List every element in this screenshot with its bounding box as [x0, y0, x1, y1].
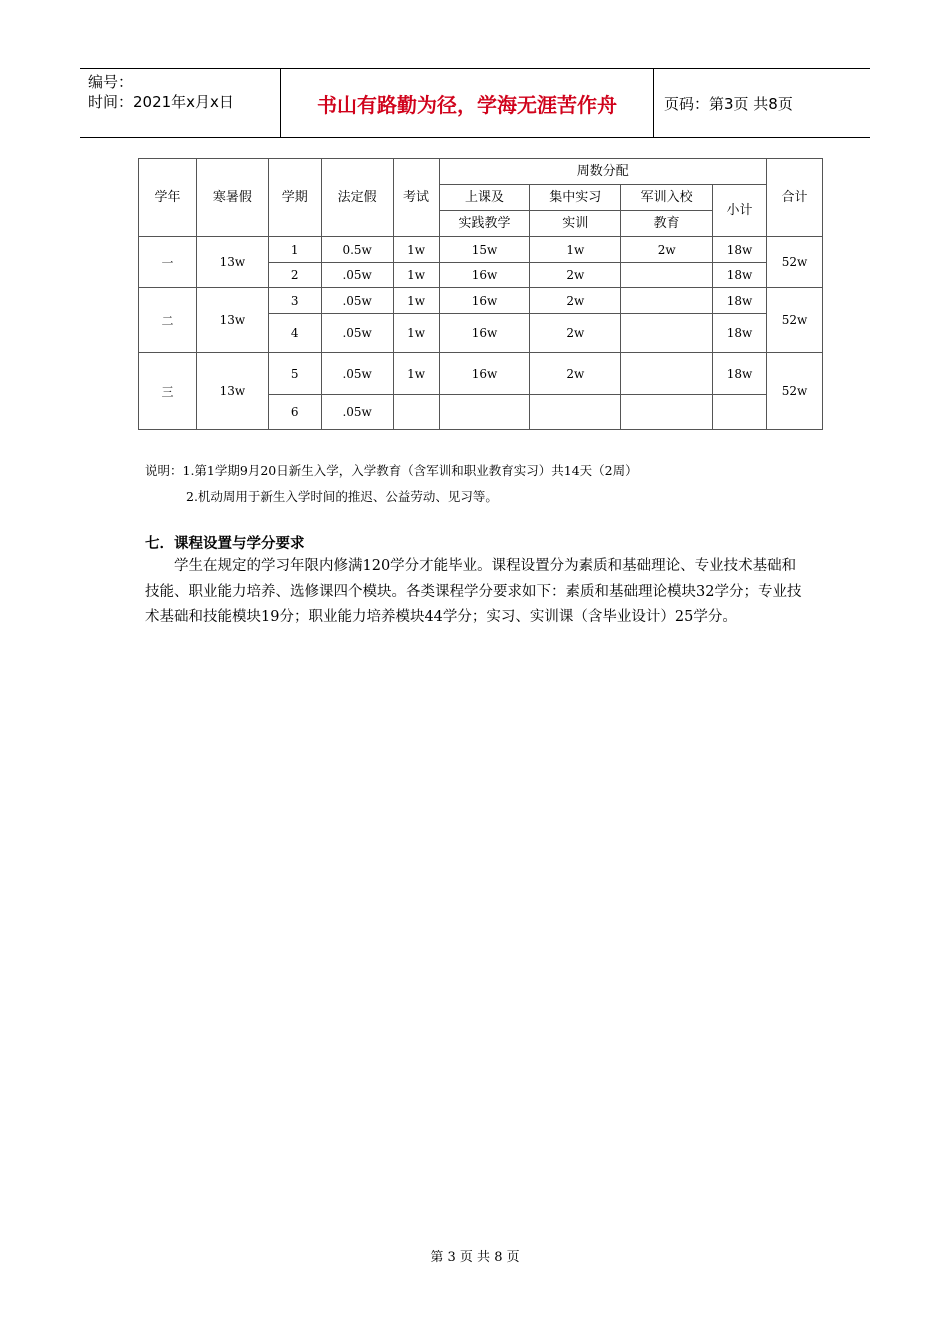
subtotal-cell: 18w [713, 353, 767, 395]
military-cell [621, 395, 713, 430]
total-cell: 52w [767, 288, 823, 353]
subtotal-cell: 18w [713, 263, 767, 288]
header-class-practice-2: 实践教学 [439, 211, 530, 237]
total-cell: 52w [767, 353, 823, 430]
header-winter-summer: 寒暑假 [196, 159, 268, 237]
header-class-practice-1: 上课及 [439, 185, 530, 211]
subtotal-cell: 18w [713, 314, 767, 353]
header-military-2: 教育 [621, 211, 713, 237]
military-cell [621, 353, 713, 395]
military-cell [621, 263, 713, 288]
header-week-distribution: 周数分配 [439, 159, 766, 185]
holiday-cell: .05w [321, 353, 393, 395]
exam-cell: 1w [393, 314, 439, 353]
table-row [139, 237, 823, 263]
code-label: 编号： [88, 73, 134, 91]
table-notes [145, 458, 638, 510]
holiday-cell: .05w [321, 288, 393, 314]
year-cell: 二 [139, 288, 197, 353]
military-cell: 2w [621, 237, 713, 263]
header-semester: 学期 [268, 159, 321, 237]
internship-cell [530, 395, 621, 430]
page-footer: 第 3 页 共 8 页 [430, 1250, 520, 1265]
class-cell: 15w [439, 237, 530, 263]
internship-cell: 2w [530, 314, 621, 353]
semester-cell: 5 [268, 353, 321, 395]
military-cell [621, 288, 713, 314]
internship-cell: 1w [530, 237, 621, 263]
semester-cell: 3 [268, 288, 321, 314]
subtotal-cell: 18w [713, 237, 767, 263]
header-exam: 考试 [393, 159, 439, 237]
class-cell: 16w [439, 353, 530, 395]
exam-cell [393, 395, 439, 430]
class-cell: 16w [439, 314, 530, 353]
class-cell: 16w [439, 263, 530, 288]
holiday-cell: .05w [321, 395, 393, 430]
header-meta [80, 69, 281, 137]
military-cell [621, 314, 713, 353]
vacation-cell: 13w [196, 353, 268, 430]
header-internship-1: 集中实习 [530, 185, 621, 211]
holiday-cell: 0.5w [321, 237, 393, 263]
header-year: 学年 [139, 159, 197, 237]
semester-cell: 6 [268, 395, 321, 430]
class-cell: 16w [439, 288, 530, 314]
semester-cell: 4 [268, 314, 321, 353]
semester-cell: 2 [268, 263, 321, 288]
exam-cell: 1w [393, 237, 439, 263]
semester-cell: 1 [268, 237, 321, 263]
exam-cell: 1w [393, 263, 439, 288]
vacation-cell: 13w [196, 237, 268, 288]
table-row [139, 353, 823, 395]
exam-cell: 1w [393, 288, 439, 314]
total-cell: 52w [767, 237, 823, 288]
year-cell: 一 [139, 237, 197, 288]
header-internship-2: 实训 [530, 211, 621, 237]
table-row [139, 288, 823, 314]
header-total: 合计 [767, 159, 823, 237]
header-holiday: 法定假 [321, 159, 393, 237]
subtotal-cell [713, 395, 767, 430]
internship-cell: 2w [530, 353, 621, 395]
header-subtotal: 小计 [713, 185, 767, 237]
note-1: 说明：1.第1学期9月20日新生入学，入学教育（含军训和职业教育实习）共14天（2周） [145, 463, 638, 478]
holiday-cell: .05w [321, 263, 393, 288]
holiday-cell: .05w [321, 314, 393, 353]
exam-cell: 1w [393, 353, 439, 395]
internship-cell: 2w [530, 263, 621, 288]
vacation-cell: 13w [196, 288, 268, 353]
section-paragraph: 学生在规定的学习年限内修满120学分才能毕业。课程设置分为素质和基础理论、专业技术基础和技能、职业能力培养、选修课四个模块。各类课程学分要求如下：素质和基础理论模块32学分；专业技术基础和技能模块19分；职业能力培养模块44学分；实习、实训课（含毕业设计）25学分。 [145, 558, 802, 625]
note-2: 2.机动周用于新生入学时间的推迟、公益劳动、见习等。 [186, 489, 498, 504]
subtotal-cell: 18w [713, 288, 767, 314]
section-title: 七．课程设置与学分要求 [145, 536, 305, 552]
header-page-number: 页码：第3页 共8页 [664, 95, 793, 113]
year-cell: 三 [139, 353, 197, 430]
header-military-1: 军训入校 [621, 185, 713, 211]
header-motto: 书山有路勤为径，学海无涯苦作舟 [281, 69, 654, 137]
page-header [80, 68, 870, 138]
internship-cell: 2w [530, 288, 621, 314]
schedule-table [138, 158, 823, 430]
class-cell [439, 395, 530, 430]
time-label: 时间：2021年x月x日 [88, 93, 234, 111]
